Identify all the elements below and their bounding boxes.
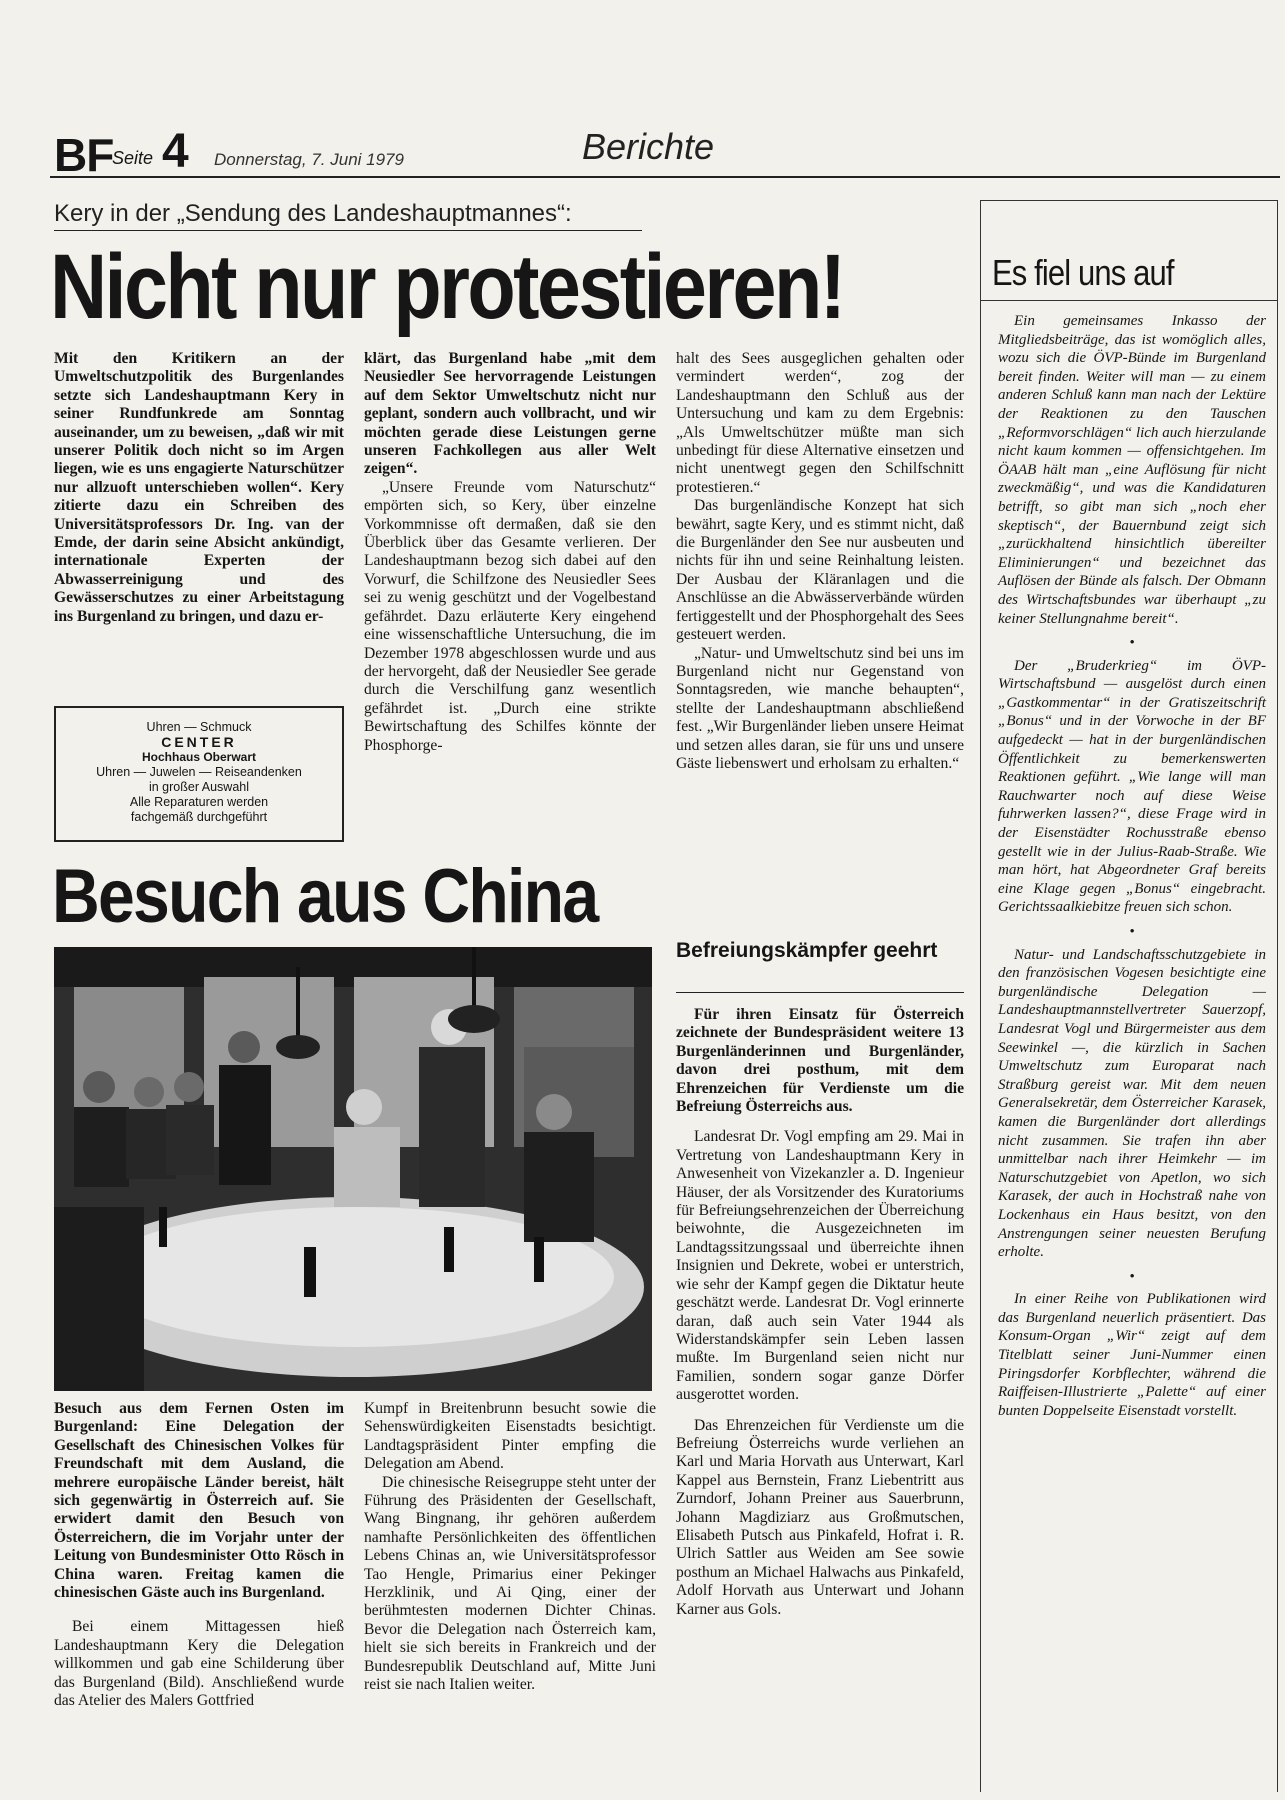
article3-paragraph: Landesrat Dr. Vogl empfing am 29. Mai in Vertretung von Landeshauptmann Kery in Anwesenheit von Vizekanzler a. D. Ingenieur Häuser, der als Vorsitzender des Kuratoriums für Befreiungsehrenzeichen der Überreichung beiwohnte, die Ausgezeichneten im Landtagssitzungssaal und überreichte ihnen Insignien und Dekrete, wobei er unterstrich, wie sehr der Kampf gegen die Diktatur heute geschätzt werde. Landesrat Dr. Vogl erinnerte daran, daß auch sein Vater 1944 als Widerstandskämpfer sein Leben lassen mußte. Im Burgenland seien nicht nur Familien, sondern sogar ganze Dörfer ausgerottet worden. — [676, 1128, 964, 1404]
issue-date: Donnerstag, 7. Juni 1979 — [214, 150, 404, 169]
sidebar-paragraph: In einer Reihe von Publikationen wird das Burgenland neuerlich präsentiert. Das Konsum-Organ „Wir“ zeigt auf dem Titelblatt seiner Juni-Nummer einen Piringsdorfer Korbflechter, während die Raiffeisen-Illustrierte „Palette“ auf einer bunten Doppelseite Eisenstadt vorstellt. — [998, 1291, 1266, 1419]
article3-rule — [676, 992, 964, 993]
sidebar-rule — [980, 300, 1278, 301]
article1-paragraph: Das burgenländische Konzept hat sich bewährt, sagte Kery, und es stimmt nicht, daß die Burgenländer den See nur ausbeuten und nichts für ihn und seine Reinhaltung leisten. Der Ausbau der Kläranlagen und die Anschlüsse an die Abwässerverbände würden fertiggestellt und der Phosphorgehalt des Sees gesteuert werden. — [676, 497, 964, 644]
ad-line: fachgemäß durchgeführt — [130, 810, 268, 824]
masthead-rule — [50, 176, 1280, 178]
sidebar-separator: • — [1129, 924, 1135, 940]
ad-location: Hochhaus Oberwart — [141, 750, 257, 764]
ad-line: Alle Reparaturen werden — [129, 795, 269, 809]
ad-line: Uhren — Schmuck — [146, 720, 252, 734]
delegation-photo — [54, 947, 652, 1391]
article2-headline: Besuch aus China — [52, 854, 598, 939]
sidebar-paragraph: Natur- und Landschaftsschutzgebiete in den französischen Vogesen besichtigte eine burgenländische Delegation — Landeshauptmannstellvertreter Sauerzopf, Landesrat Vogl und Bürgermeister aus dem Seewinkel —, die kürzlich in Sachen Umweltschutz zum Europarat nach Straßburg gereist war. Mit dem neuen Generalsekretär, dem Österreicher Karasek, kamen die Burgenländer dort allerdings nicht zusammen. Sie trafen ihn aber unmittelbar nach ihrer Heimkehr — im Naturschutzgebiet von Apetlon, wo sich Karasek, der auch in Hochstraß nahe von Lockenhaus ein Haus besitzt, von den Anstrengungen seiner neuesten Berufung erholte. — [998, 946, 1266, 1261]
photo-illustration — [54, 947, 652, 1391]
article1-column-3 — [676, 350, 964, 773]
ad-line: Uhren — Juwelen — Reiseandenken — [96, 765, 302, 779]
article1-quote: klärt, das Burgenland habe „mit dem Neusiedler See hervorragende Leistungen auf dem Sektor Umweltschutz nicht nur geplant, sondern auch vollbracht, und wir möchten gerade diese Leistungen gerne unseren Fachkollegen aus aller Welt zeigen“. — [364, 350, 656, 478]
article1-column-1 — [54, 350, 344, 626]
article2-column-1 — [54, 1400, 344, 1711]
page-number: 4 — [162, 125, 189, 178]
article1-headline: Nicht nur protestieren! — [50, 236, 844, 338]
section-title: Berichte — [582, 126, 715, 167]
article1-kicker: Kery in der „Sendung des Landeshauptmannes“: — [54, 200, 572, 227]
sidebar-separator: • — [1129, 635, 1135, 652]
article1-lead: Mit den Kritikern an der Umweltschutzpolitik des Burgenlandes setzte sich Landeshauptmann Kery in seiner Rundfunkrede am Sonntag auseinander, um zu beweisen, „daß wir mit unserer Politik doch nicht so im Argen liegen, wie es uns engagierte Naturschützer nur allzuoft unterschieben wollen“. Kery zitierte dazu ein Schreiben des Universitätsprofessors Dr. Ing. van der Emde, der darin seine Absicht ankündigt, internationale Experten der Abwasserreinigung und des Gewässerschutzes zu einer Arbeitstagung ins Burgenland zu bringen, und dazu er- — [54, 350, 344, 625]
article1-paragraph: „Unsere Freunde vom Naturschutz“ empörten sich, so Kery, über einzelne Vorkommnisse oft dermaßen, daß sie den Überblick über das Gesamte verlieren. Der Landeshauptmann bezog sich dabei auf den Vorwurf, die Schilfzone des Neusiedler Sees sei zu wenig geschützt und der Vogelbestand gefährdet. Dazu erläuterte Kery eingehend eine wissenschaftliche Untersuchung, die im Dezember 1978 abgeschlossen wurde und aus der hervorgeht, daß der Neusiedler See gerade durch die Verschilfung ganz wesentlich gefährdet ist. „Durch eine strikte Bewirtschaftung des Schilfes könnte der Phosphorge- — [364, 478, 656, 754]
article2-column-2 — [364, 1400, 656, 1695]
article2-lead: Besuch aus dem Fernen Osten im Burgenland: Eine Delegation der Gesellschaft des Chinesischen Volkes für Freundschaft mit dem Ausland, die mehrere europäische Länder bereist, hält sich gegenwärtig in Österreich auf. Sie erwidert damit den Besuch von Österreichern, die im Vorjahr unter der Leitung von Bundesminister Otto Rösch in China waren. Freitag kamen die chinesischen Gäste auch ins Burgenland. — [54, 1400, 344, 1602]
sidebar-text — [998, 312, 1266, 1420]
article1-paragraph: halt des Sees ausgeglichen gehalten oder vermindert werden“, zog der Landeshauptmann den Schluß aus der Untersuchung und kam zu dem Ergebnis: „Als Umweltschützer müßte man sich unbedingt für diese Alternative einsetzen und nicht unentwegt gegen den Schilfschnitt protestieren.“ — [676, 350, 964, 496]
sidebar-paragraph: Ein gemeinsames Inkasso der Mitgliedsbeiträge, das ist womöglich alles, wozu sich die ÖVP-Bünde im Burgenland bereit finden. Weiter will man — zu einem anderen Schluß kann man nach der Lektüre der Reaktionen zu den Tauschen „Reformvorschlägen“ lich auch hierzulande nicht kaum kommen — offensichtgehen. Im ÖAAB hält man „eine Auflösung für nicht zweckmäßig“, und was die Kandidaturen betrifft, so gibt man sich „noch eher skeptisch“, der Bauernbund zeigt sich „zurückhaltend hinsichtlich übereilter Eliminierungen“ und bezeichnet das Auflösen der Bünde als falsch. Der Obmann des Wirtschaftsbundes war überhaupt „zu keiner Stellungnahme bereit“. — [998, 313, 1266, 627]
article1-column-2 — [364, 350, 656, 755]
article3-lead: Für ihren Einsatz für Österreich zeichnete der Bundespräsident weitere 13 Burgenländerinnen und Burgenländer, davon drei posthum, mit dem Ehrenzeichen für Verdienste um die Befreiung Österreichs aus. — [676, 1006, 964, 1116]
sidebar-separator: • — [1129, 1268, 1135, 1285]
ad-shop-name: CENTER — [161, 734, 237, 750]
article3-paragraph: Das Ehrenzeichen für Verdienste um die Befreiung Österreichs wurde verliehen an Karl und Maria Horvath aus Unterwart, Karl Kappel aus Bernstein, Franz Liebentritt aus Zurndorf, Johann Preiner aus Sauerbrunn, Johann Magdiziarz aus Großmutschen, Elisabeth Putsch aus Pinkafeld, Hofrat i. R. Ulrich Sattler aus Weiden am See sowie posthum an Michael Halwachs aus Pinkafeld, Adolf Horvath aus Unterwart und Johann Karner aus Gols. — [676, 1416, 964, 1618]
kicker-rule — [54, 230, 642, 231]
article3-column — [676, 1006, 964, 1619]
article2-paragraph: Bei einem Mittagessen hieß Landeshauptmann Kery die Delegation willkommen und gab eine Schilderung über das Burgenland (Bild). Anschließend wurde das Atelier des Malers Gottfried — [54, 1618, 344, 1710]
advertisement-box — [54, 706, 344, 842]
sidebar-paragraph: Der „Bruderkrieg“ im ÖVP-Wirtschaftsbund — ausgelöst durch einen „Gastkommentar“ in der Gratiszeitschrift „Bonus“ und in der Vorwoche in der BF aufgedeckt — hat in der burgenländischen Öffentlichkeit zu bemerkenswerten Reaktionen geführt. „Wie lange will man Rauchwarter noch auf diese Weise fuhrwerken lassen?“, diese Frage wird in der Eisenstädter Rochusstraße ebenso gestellt wie in der Julius-Raab-Straße. Wie man hört, hat Abgeordneter Graf bereits eine Klage gegen „Bonus“ eingebracht. Gerichtssaalkiebitze freuen sich schon. — [998, 657, 1266, 916]
article2-paragraph: Kumpf in Breitenbrunn besucht sowie die Sehenswürdigkeiten Eisenstadts besichtigt. Landtagspräsident Pinter empfing die Delegation am Abend. — [364, 1400, 656, 1473]
ad-line: in großer Auswahl — [148, 780, 250, 794]
article3-headline: Befreiungskämpfer geehrt — [676, 939, 938, 962]
page-label: Seite — [112, 148, 154, 168]
newspaper-logo: BF — [54, 129, 114, 181]
article2-paragraph: Die chinesische Reisegruppe steht unter der Führung des Präsidenten der Gesellschaft, Wang Bingnang, ihr gehören außerdem namhafte Persönlichkeiten des öffentlichen Lebens Chinas an, wie Universitätsprofessor Tao Hengle, Primarius einer Pekinger Herzklinik, und Ai Qing, einer der berühmtesten modernen Dichter Chinas. Bevor die Delegation nach Österreich kam, hielt sie sich bereits in Frankreich und der Bundesrepublik Deutschland auf, Mitte Juni reist sie nach Italien weiter. — [364, 1473, 656, 1694]
article1-paragraph: „Natur- und Umweltschutz sind bei uns im Burgenland nicht nur Gegenstand von Sonntagsreden, wie manche behaupten“, stellte der Landeshauptmann abschließend fest. „Wir Burgenländer lieben unsere Heimat und setzen alles daran, sie für uns und unsere Gäste liebenswert und erholsam zu erhalten.“ — [676, 644, 964, 772]
sidebar-heading: Es fiel uns auf — [992, 252, 1174, 293]
